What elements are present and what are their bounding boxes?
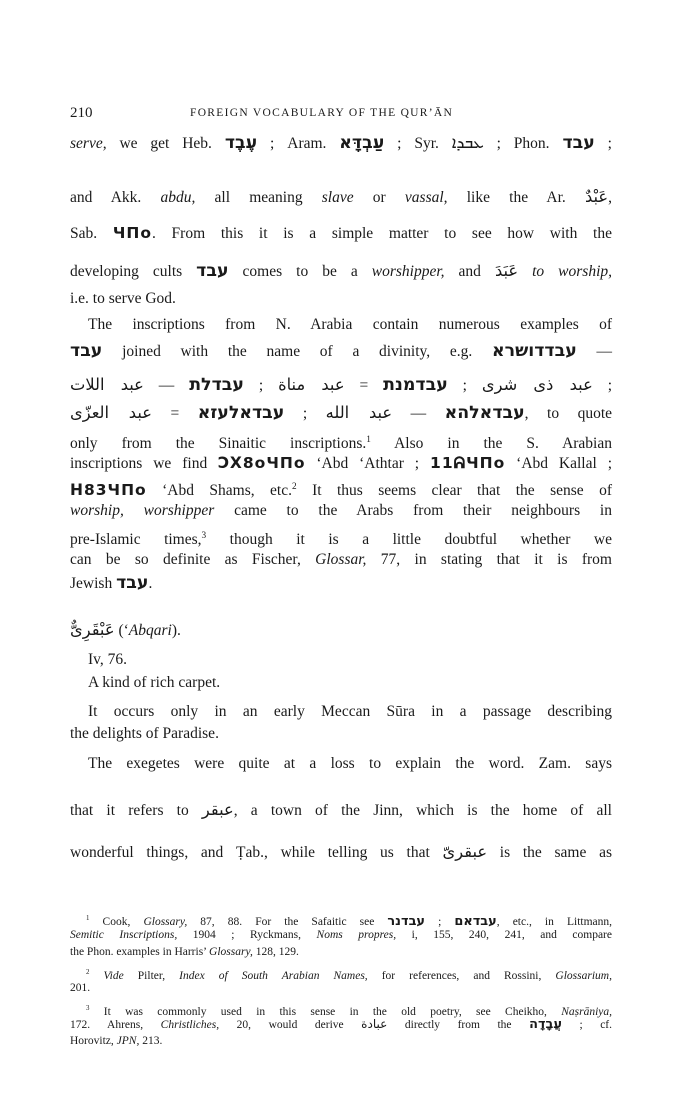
text-segment: — (392, 405, 445, 422)
text-segment: Jewish (70, 575, 117, 592)
text-segment: directly from the (387, 1019, 530, 1031)
body-line (70, 430, 612, 454)
text-segment: ; Phon. (483, 135, 563, 152)
text-segment: ; (594, 135, 612, 152)
footnote-line (70, 928, 612, 943)
text-segment: ; (425, 915, 455, 928)
italic-segment: Noms propres, (316, 929, 397, 941)
hebrew-word: עבדנר (387, 913, 426, 929)
italic-segment: worship, worshipper (70, 502, 215, 519)
body-line (70, 550, 612, 570)
footnote-line (70, 1017, 612, 1033)
body-line (70, 403, 612, 424)
text-segment: ; (447, 377, 482, 394)
hebrew-word: עבדמנת (383, 375, 448, 395)
footnote-line (70, 1034, 612, 1049)
text-segment: 20, would derive (219, 1019, 362, 1031)
italic-segment: Glossary, (209, 946, 253, 958)
text-segment: inscriptions we find (70, 455, 219, 472)
arabic-word: عبد الله (325, 403, 393, 422)
italic-segment: Christliches, (160, 1019, 220, 1031)
text-segment: . (148, 575, 153, 592)
hebrew-word: עבד (562, 133, 595, 153)
arabic-word: عَبَدَ (494, 261, 519, 280)
text-segment: i.e. to serve God. (70, 290, 176, 307)
footnote-line (70, 981, 612, 996)
text-segment: ; (592, 377, 613, 394)
text-segment: , (608, 189, 612, 206)
text-segment: 213. (139, 1035, 163, 1047)
text-segment: or (353, 189, 405, 206)
hebrew-word: עבדלת (189, 375, 244, 395)
body-line (70, 573, 612, 594)
text-segment: = (344, 377, 384, 394)
body-line (70, 375, 612, 396)
south-arabian-word: ϽΧ8oЧПo (218, 454, 306, 472)
body-line (70, 261, 612, 282)
body-line (88, 650, 612, 670)
italic-segment: worshipper, (371, 263, 445, 280)
text-segment: — (143, 377, 190, 394)
hebrew-word: עבד (196, 261, 229, 281)
body-line (70, 620, 612, 641)
text-segment: is the same as (487, 844, 612, 861)
text-segment: 77, in stating that it is from (366, 551, 612, 568)
arabic-word: عبقر (201, 800, 234, 819)
text-segment: and Akk. (70, 189, 161, 206)
text-segment: , to quote (524, 405, 613, 422)
body-line (70, 341, 612, 362)
text-segment: comes to be a (228, 263, 372, 280)
text-segment: the Phon. examples in Harris’ (70, 946, 210, 958)
text-segment: Horovitz, (70, 1035, 117, 1047)
body-line (88, 673, 612, 693)
text-segment: . From this it is a simple matter to see how with the (151, 225, 612, 242)
hebrew-word: עבד (70, 341, 103, 361)
footnote-ref: 2 (291, 482, 297, 492)
italic-segment: Vide (103, 969, 124, 982)
arabic-word: عبد العزّى (70, 403, 152, 422)
footnote-ref: 1 (366, 435, 371, 445)
text-segment: i, 155, 240, 241, and compare (396, 929, 612, 941)
hebrew-word: עַבְדָּא (339, 133, 385, 153)
body-line (70, 477, 612, 501)
text-segment: that it refers to (70, 802, 202, 819)
south-arabian-word: ᕼ83ЧПo (70, 481, 147, 500)
italic-segment: Index of South Arabian Names, (179, 969, 368, 982)
footnote-ref: 3 (86, 1005, 90, 1012)
running-title: FOREIGN VOCABULARY OF THE QUR’ĀN (190, 107, 454, 119)
footnote-ref: 3 (201, 531, 207, 541)
hebrew-word: עבדדושרא (491, 341, 577, 361)
arabic-word: عبد اللات (70, 375, 144, 394)
footnote-line (70, 945, 612, 960)
italic-segment: to worship, (532, 263, 613, 280)
italic-segment: Semitic Inscriptions, (70, 929, 178, 941)
text-segment: ; Syr. (384, 135, 452, 152)
text-segment: came to the Arabs from their neighbours in (214, 502, 612, 519)
text-segment: for references, and Rossini, (367, 969, 556, 982)
hebrew-word: עבד (116, 573, 149, 593)
body-line (70, 526, 612, 550)
italic-segment: vassal, (404, 189, 448, 206)
text-segment: ; Aram. (257, 135, 340, 152)
body-line (88, 754, 612, 774)
text-segment: The inscriptions from N. Arabia contain numerous examples of (88, 316, 612, 333)
body-line (70, 289, 612, 309)
italic-segment: JPN, (116, 1035, 140, 1047)
text-segment: and (444, 263, 495, 280)
footnote-ref: 2 (86, 969, 90, 976)
text-segment: Pilter, (123, 969, 180, 982)
text-segment: A kind of rich carpet. (88, 674, 221, 691)
text-segment: ; cf. (561, 1019, 613, 1031)
text-segment: wonderful things, and Ṭab., while telling us that (70, 844, 443, 861)
hebrew-word: עֲבָדָה (529, 1017, 562, 1032)
arabic-word: عَبْدٌ (584, 187, 609, 206)
text-segment: ). (171, 622, 181, 639)
body-line (88, 315, 612, 335)
hebrew-word: עֶבֶד (224, 133, 258, 153)
arabic-word: عبد مناة (278, 375, 345, 394)
body-line (70, 501, 612, 521)
body-line (88, 702, 612, 722)
arabic-word: ܥܒܕܐ (451, 133, 484, 152)
italic-segment: Glossary, (143, 915, 188, 928)
text-segment: ; (243, 377, 279, 394)
text-segment: ; (284, 405, 326, 422)
text-segment: we get Heb. (106, 135, 225, 152)
italic-segment: Glossar, (315, 551, 367, 568)
italic-segment: Glossarium, (555, 969, 612, 982)
text-segment: all meaning (195, 189, 322, 206)
text-segment: though it is a little doubtful whether we (206, 531, 612, 549)
text-segment: , etc., in Littmann, (496, 915, 613, 928)
body-line (70, 223, 612, 244)
text-segment: ‘Abd Shams, etc. (146, 482, 292, 500)
text-segment: 172. Ahrens, (70, 1019, 161, 1031)
footnote-line (86, 911, 612, 930)
page-number: 210 (70, 105, 93, 121)
italic-segment: abdu, (160, 189, 196, 206)
italic-segment: slave (321, 189, 354, 206)
text-segment: (‘ (114, 622, 129, 639)
text-segment: can be so definite as Fischer, (70, 551, 316, 568)
text-segment: 201. (70, 982, 91, 994)
south-arabian-word: 11ᕱЧПo (430, 454, 506, 472)
italic-segment: Abqari (128, 622, 172, 639)
text-segment: The exegetes were quite at a loss to explain the word. Zam. says (88, 755, 612, 772)
arabic-word: عبد ذى شرى (481, 375, 593, 394)
arabic-word: عَبْقَرِىٌّ (70, 620, 115, 639)
text-segment: the delights of Paradise. (70, 725, 219, 742)
text-segment: It occurs only in an early Meccan Sūra in a passage describing (88, 703, 612, 720)
body-line (70, 133, 612, 154)
text-segment: 128, 129. (252, 946, 299, 958)
text-segment: It thus seems clear that the sense of (296, 482, 612, 500)
text-segment: It was commonly used in this sense in the old poetry, see Cheikho, (89, 1005, 562, 1018)
arabic-word: عبادة (361, 1017, 388, 1031)
text-segment (518, 263, 532, 280)
text-segment: like the Ar. (447, 189, 585, 206)
south-arabian-word: ЧПo (112, 224, 152, 242)
text-segment: Sab. (70, 225, 113, 242)
body-line (70, 800, 612, 821)
body-line (70, 453, 612, 474)
hebrew-word: עבדאלעזא (197, 403, 285, 423)
text-segment: joined with the name of a divinity, e.g. (102, 343, 492, 360)
hebrew-word: עבדאלהא (444, 403, 525, 423)
italic-segment: serve, (70, 135, 107, 152)
text-segment: 1904 ; Ryckmans, (177, 929, 317, 941)
body-line (70, 842, 612, 863)
arabic-word: عبقرىّ (442, 842, 488, 861)
text-segment: = (151, 405, 198, 422)
text-segment: Also in the S. Arabian (370, 435, 612, 453)
text-segment: — (576, 343, 612, 360)
italic-segment: Naṣrāniya, (561, 1005, 612, 1018)
text-segment: ‘Abd ‘Athtar ; (305, 455, 431, 472)
text-segment: 87, 88. For the Safaitic see (187, 915, 388, 928)
text-segment: Iv, 76. (88, 651, 128, 668)
footnote-ref: 1 (86, 915, 90, 922)
text-segment: pre-Islamic times, (70, 531, 202, 549)
text-segment: Cook, (89, 915, 144, 928)
text-segment: ‘Abd Kallal ; (505, 455, 613, 472)
body-line (70, 187, 612, 208)
text-segment: developing cults (70, 263, 197, 280)
body-line (70, 724, 612, 744)
hebrew-word: עבדאם (454, 913, 497, 929)
text-segment: , a town of the Jinn, which is the home of all (233, 802, 612, 819)
text-segment: only from the Sinaitic inscriptions. (70, 435, 367, 453)
